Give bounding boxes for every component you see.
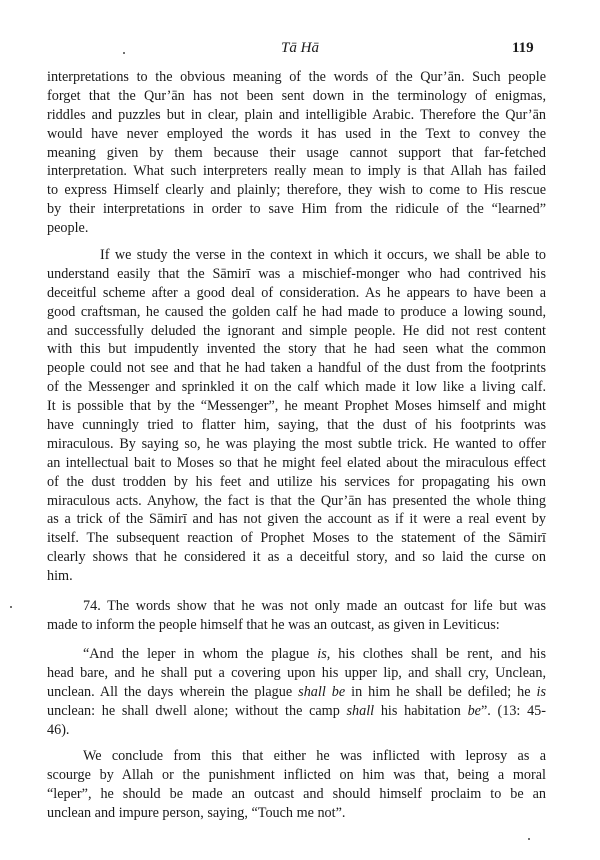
line-text: miraculous acts. Anyhow, the fact is that the Qur’ān has presented the whole thing bbox=[47, 492, 546, 509]
paragraph-samiri bbox=[47, 246, 546, 586]
text-line bbox=[47, 200, 546, 219]
text-line bbox=[47, 473, 546, 492]
line-text: have cunningly tried to flatter him, saying, that the dust of his footprints was bbox=[47, 417, 546, 434]
text-line bbox=[47, 721, 546, 740]
italic-text: is bbox=[536, 683, 546, 700]
line-text bbox=[47, 703, 546, 719]
text-segment: “And the leper in whom the plague bbox=[83, 646, 318, 662]
text-line bbox=[47, 181, 546, 200]
text-line bbox=[47, 597, 546, 616]
line-text: to express Himself clearly and plainly; therefore, they wish to come to His rescue bbox=[47, 182, 546, 199]
line-text: understand easily that the Sāmirī was a mischief-monger who had contrived his bbox=[47, 265, 546, 282]
line-text: forget that the Qur’ān has not been sent down in the terminology of enigmas, bbox=[47, 87, 546, 104]
paragraph-conclusion bbox=[47, 747, 546, 823]
text-line bbox=[47, 664, 546, 683]
text-line bbox=[47, 162, 546, 181]
line-text: riddles and puzzles but in clear, plain and intelligible Arabic. Therefore the Qur’ān bbox=[47, 106, 546, 123]
text-line bbox=[47, 397, 546, 416]
line-text bbox=[47, 722, 69, 738]
text-line bbox=[47, 322, 546, 341]
line-text: an intellectual bait to Moses so that he might feel elated about the miraculous effect bbox=[47, 454, 546, 471]
italic-text: shall bbox=[346, 702, 375, 719]
line-text bbox=[83, 646, 546, 662]
line-text: “leper”, he should be made an outcast and should himself proclaim to be an bbox=[47, 785, 546, 802]
line-text: would have never employed the words it has used in the Text to convey the bbox=[47, 125, 546, 142]
scan-speck bbox=[123, 52, 125, 54]
line-text: 74. The words show that he was not only made an outcast for life but was bbox=[83, 598, 546, 614]
line-text: of the dust trodden by his feet and utilize his services for propagating his own bbox=[47, 473, 546, 490]
line-text: deceitful scheme after a good deal of consideration. As he appears to have been a bbox=[47, 284, 546, 301]
text-line bbox=[47, 265, 546, 284]
line-text: him. bbox=[47, 568, 73, 585]
line-text: people could not see and that he had taken a handful of the dust from the footprints bbox=[47, 360, 546, 377]
footnote-74 bbox=[47, 597, 546, 635]
text-line bbox=[47, 567, 546, 586]
text-line bbox=[47, 340, 546, 359]
line-text: unclean and impure person, saying, “Touch me not”. bbox=[47, 804, 346, 821]
text-line bbox=[47, 785, 546, 804]
text-line bbox=[47, 454, 546, 473]
line-text: scourge by Allah or the punishment inflicted on him was that, being a moral bbox=[47, 766, 546, 783]
text-segment: head bare, and he shall put a covering upon his upper lip, and shall cry, Unclean, bbox=[47, 664, 546, 681]
text-line bbox=[47, 378, 546, 397]
scan-speck bbox=[528, 838, 530, 840]
text-line bbox=[47, 747, 546, 766]
text-line bbox=[47, 359, 546, 378]
text-line bbox=[47, 219, 546, 238]
text-segment: ”. (13: 45- bbox=[480, 702, 546, 719]
text-line bbox=[47, 125, 546, 144]
line-text: of the Messenger and sprinkled it on the calf which made it low like a living calf. bbox=[47, 379, 546, 396]
text-line bbox=[47, 683, 546, 702]
text-line bbox=[47, 435, 546, 454]
text-line bbox=[47, 702, 546, 721]
text-line bbox=[47, 284, 546, 303]
text-line bbox=[47, 106, 546, 125]
line-text: itself. The subsequent reaction of Prophet Moses to the statement of the Sāmirī bbox=[47, 530, 546, 547]
text-segment: in him he shall be defiled; he bbox=[345, 683, 537, 700]
line-text: as a trick of the Sāmirī and has not given the account as if it were a real event by bbox=[47, 511, 546, 528]
line-text: We conclude from this that either he was inflicted with leprosy as a bbox=[83, 748, 546, 764]
line-text: with this but impudently invented the story that he had seen what the common bbox=[47, 341, 546, 358]
text-segment: his habitation bbox=[374, 702, 468, 719]
text-line bbox=[47, 804, 546, 823]
line-text bbox=[47, 684, 546, 700]
line-text bbox=[47, 665, 546, 681]
text-line bbox=[47, 510, 546, 529]
line-text: interpretation. What such interpreters really mean to imply is that Allah has failed bbox=[47, 163, 546, 180]
text-segment: unclean. All the days wherein the plague bbox=[47, 683, 299, 700]
italic-text: be bbox=[467, 702, 481, 719]
text-line bbox=[47, 529, 546, 548]
line-text: miraculous. By saying so, he was playing the most subtle trick. He wanted to offer bbox=[47, 435, 546, 452]
line-text: interpretations to the obvious meaning of the words of the Qur’ān. Such people bbox=[47, 69, 546, 85]
line-text: meaning given by them because their usage cannot support that far-fetched bbox=[47, 144, 546, 161]
leviticus-quote bbox=[47, 645, 546, 739]
text-line bbox=[47, 246, 546, 265]
text-segment: 46). bbox=[47, 721, 70, 738]
text-line bbox=[47, 303, 546, 322]
italic-text: is, bbox=[317, 646, 331, 662]
line-text: made to inform the people himself that he was an outcast, as given in Leviticus: bbox=[47, 616, 500, 633]
scan-speck bbox=[10, 606, 12, 608]
italic-text: shall be bbox=[298, 683, 346, 700]
page-number: 119 bbox=[512, 40, 534, 56]
text-line bbox=[47, 68, 546, 87]
text-segment: unclean: he shall dwell alone; without the camp bbox=[47, 702, 347, 719]
text-line bbox=[47, 616, 546, 635]
text-segment: his clothes shall be rent, and his bbox=[330, 646, 547, 662]
text-line bbox=[47, 548, 546, 567]
text-line bbox=[47, 87, 546, 106]
text-line bbox=[47, 645, 546, 664]
line-text: clearly shows that he considered it as a deceitful story, and so laid the curse on bbox=[47, 549, 546, 566]
text-line bbox=[47, 144, 546, 163]
line-text: It is possible that by the “Messenger”, he meant Prophet Moses himself and might bbox=[47, 398, 546, 415]
line-text: by their interpretations in order to save Him from the ridicule of the “learned” bbox=[47, 201, 546, 218]
line-text: good craftsman, he caused the golden calf he had made to produce a lowing sound, bbox=[47, 303, 546, 320]
line-text: people. bbox=[47, 220, 89, 237]
text-line bbox=[47, 416, 546, 435]
text-line bbox=[47, 492, 546, 511]
text-line bbox=[47, 766, 546, 785]
running-title: Tā Hā bbox=[281, 40, 319, 56]
paragraph-interpretations bbox=[47, 68, 546, 238]
line-text: and successfully deluded the ignorant and simple people. He did not rest content bbox=[47, 322, 546, 339]
line-text: If we study the verse in the context in which it occurs, we shall be able to bbox=[100, 247, 546, 263]
